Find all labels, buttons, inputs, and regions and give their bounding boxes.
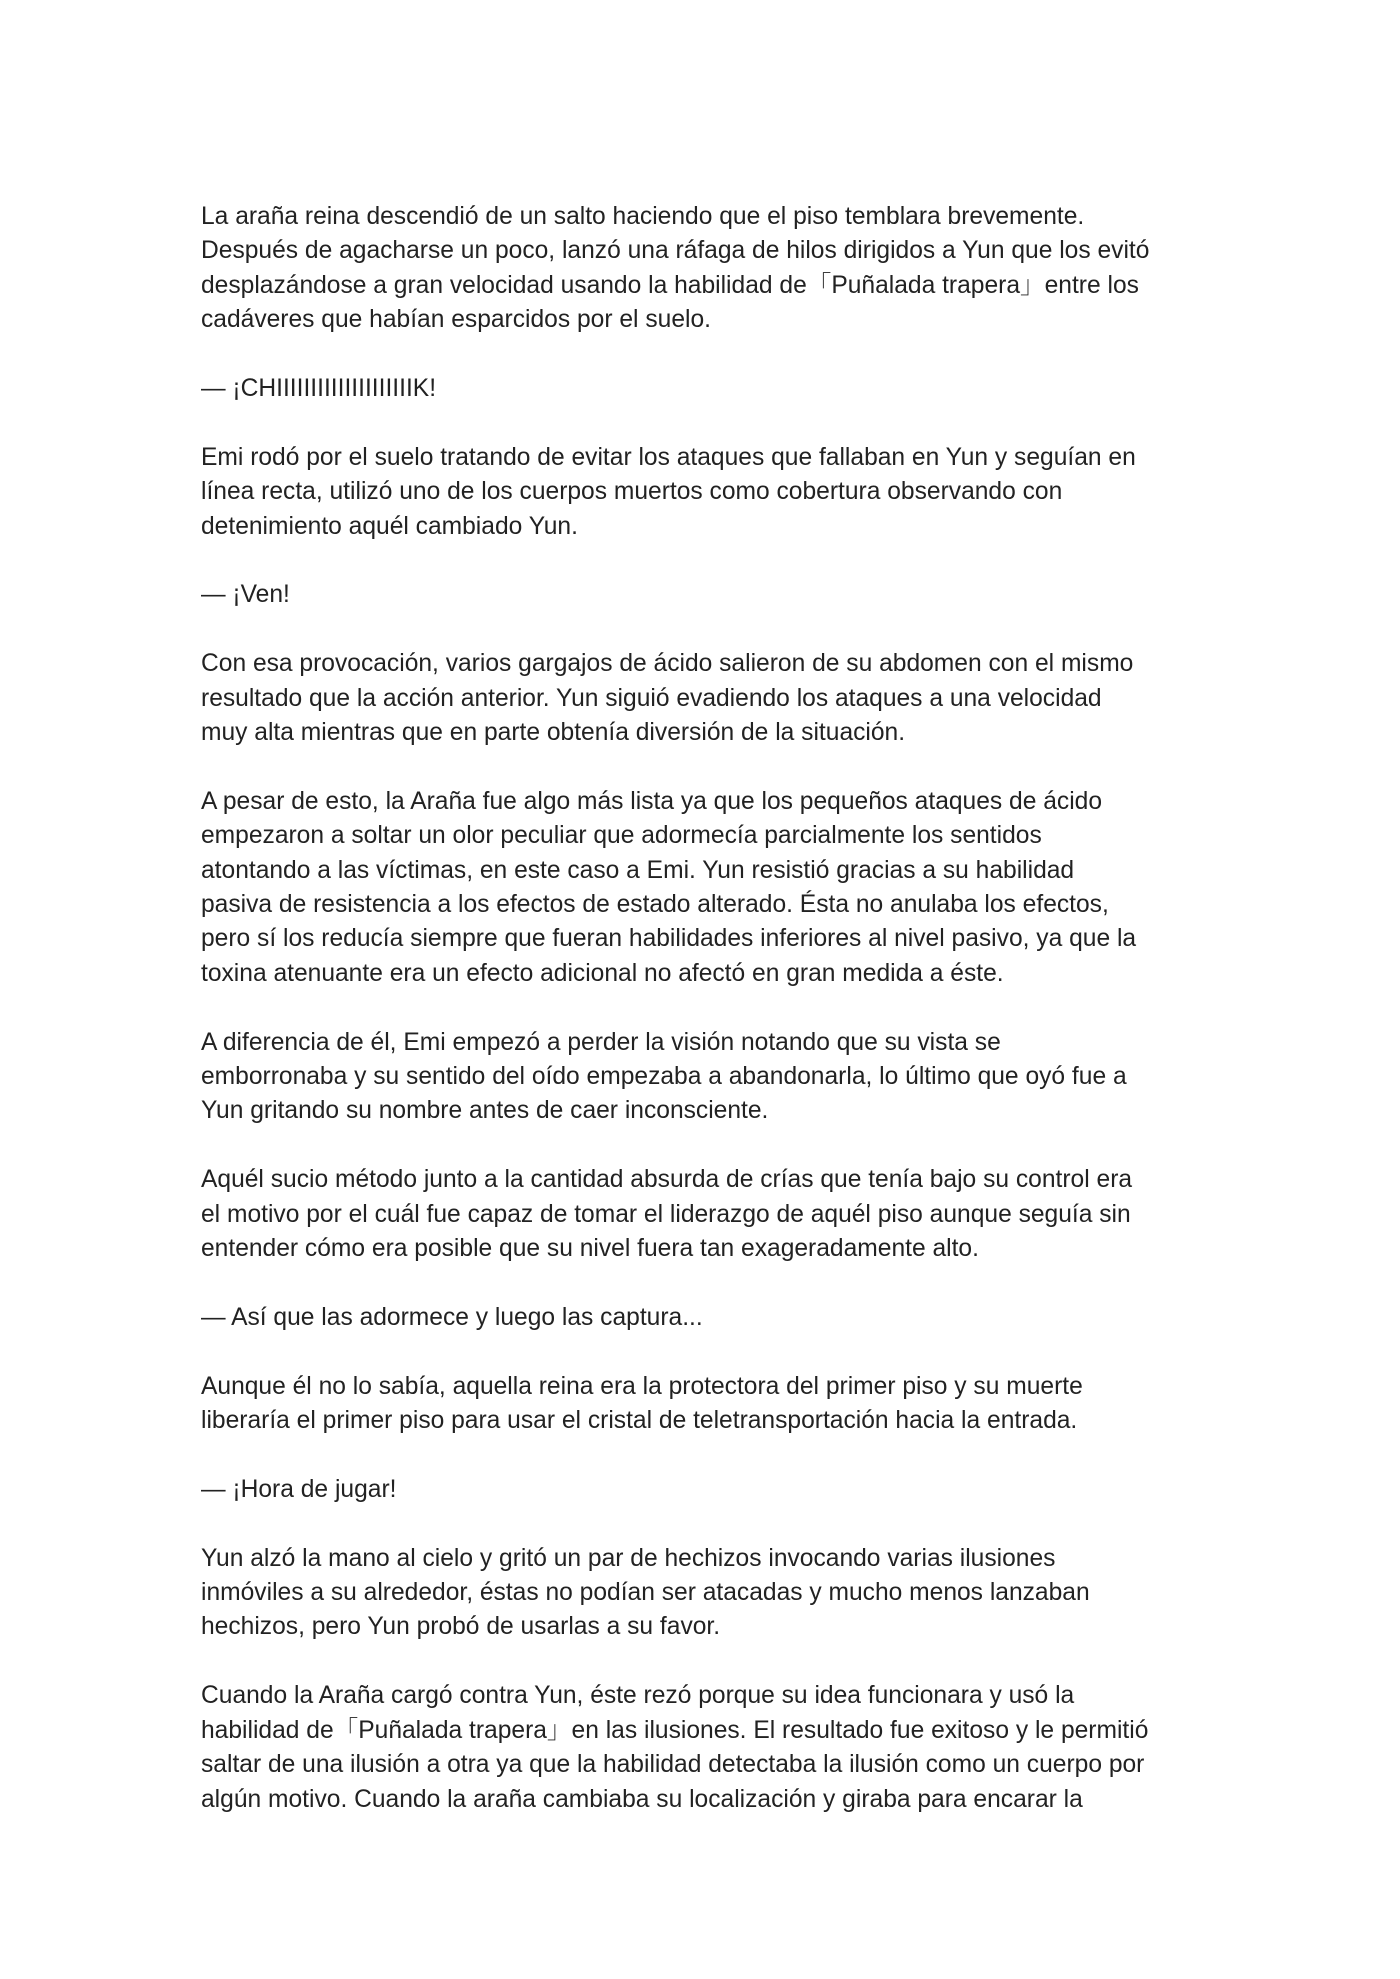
paragraph: Yun alzó la mano al cielo y gritó un par de hechizos invocando varias ilusiones inmóviles a su alrededor, éstas no podían ser atacadas y mucho menos lanzaban hechizos, pero Yun probó de usarlas a su favor. xyxy=(201,1544,1090,1641)
dialogue-line: — ¡Ven! xyxy=(201,581,290,609)
paragraph: Cuando la Araña cargó contra Yun, éste rezó porque su idea funcionara y usó la habilidad de「Puñalada trapera」en las ilusiones. El resultado fue exitoso y le permitió saltar de una ilusión a otra ya que la habilidad detectaba la ilusión como un cuerpo por algún motivo. Cuando la araña cambiaba su localización y giraba para encarar la xyxy=(201,1682,1149,1813)
paragraph: Con esa provocación, varios gargajos de ácido salieron de su abdomen con el mismo resultado que la acción anterior. Yun siguió evadiendo los ataques a una velocidad muy alta mientras que en parte obtenía diversión de la situación. xyxy=(201,650,1134,747)
document-body xyxy=(201,200,1201,1817)
paragraph: Aquél sucio método junto a la cantidad absurda de crías que tenía bajo su control era el motivo por el cuál fue capaz de tomar el liderazgo de aquél piso aunque seguía sin entender cómo era posible que su nivel fuera tan exageradamente alto. xyxy=(201,1166,1133,1263)
dialogue-line: — ¡Hora de jugar! xyxy=(201,1475,397,1503)
dialogue-line: — Así que las adormece y luego las captura... xyxy=(201,1303,703,1331)
paragraph: A diferencia de él, Emi empezó a perder la visión notando que su vista se emborronaba y su sentido del oído empezaba a abandonarla, lo último que oyó fue a Yun gritando su nombre antes de caer inconsciente. xyxy=(201,1028,1127,1125)
paragraph: Aunque él no lo sabía, aquella reina era la protectora del primer piso y su muerte liberaría el primer piso para usar el cristal de teletransportación hacia la entrada. xyxy=(201,1372,1083,1435)
dialogue-line: — ¡CHIIIIIIIIIIIIIIIIIIIIK! xyxy=(201,375,437,403)
paragraph: La araña reina descendió de un salto haciendo que el piso temblara brevemente. Después de agacharse un poco, lanzó una ráfaga de hilos dirigidos a Yun que los evitó desplazándose a gran velocidad usando la habilidad de「Puñalada trapera」entre los cadáveres que habían esparcidos por el suelo. xyxy=(201,203,1150,334)
paragraph: Emi rodó por el suelo tratando de evitar los ataques que fallaban en Yun y seguían en línea recta, utilizó uno de los cuerpos muertos como cobertura observando con detenimiento aquél cambiado Yun. xyxy=(201,443,1136,540)
paragraph: A pesar de esto, la Araña fue algo más lista ya que los pequeños ataques de ácido empezaron a soltar un olor peculiar que adormecía parcialmente los sentidos atontando a las víctimas, en este caso a Emi. Yun resistió gracias a su habilidad pasiva de resistencia a los efectos de estado alterado. Ésta no anulaba los efectos, pero sí los reducía siempre que fueran habilidades inferiores al nivel pasivo, ya que la toxina atenuante era un efecto adicional no afectó en gran medida a éste. xyxy=(201,787,1137,987)
